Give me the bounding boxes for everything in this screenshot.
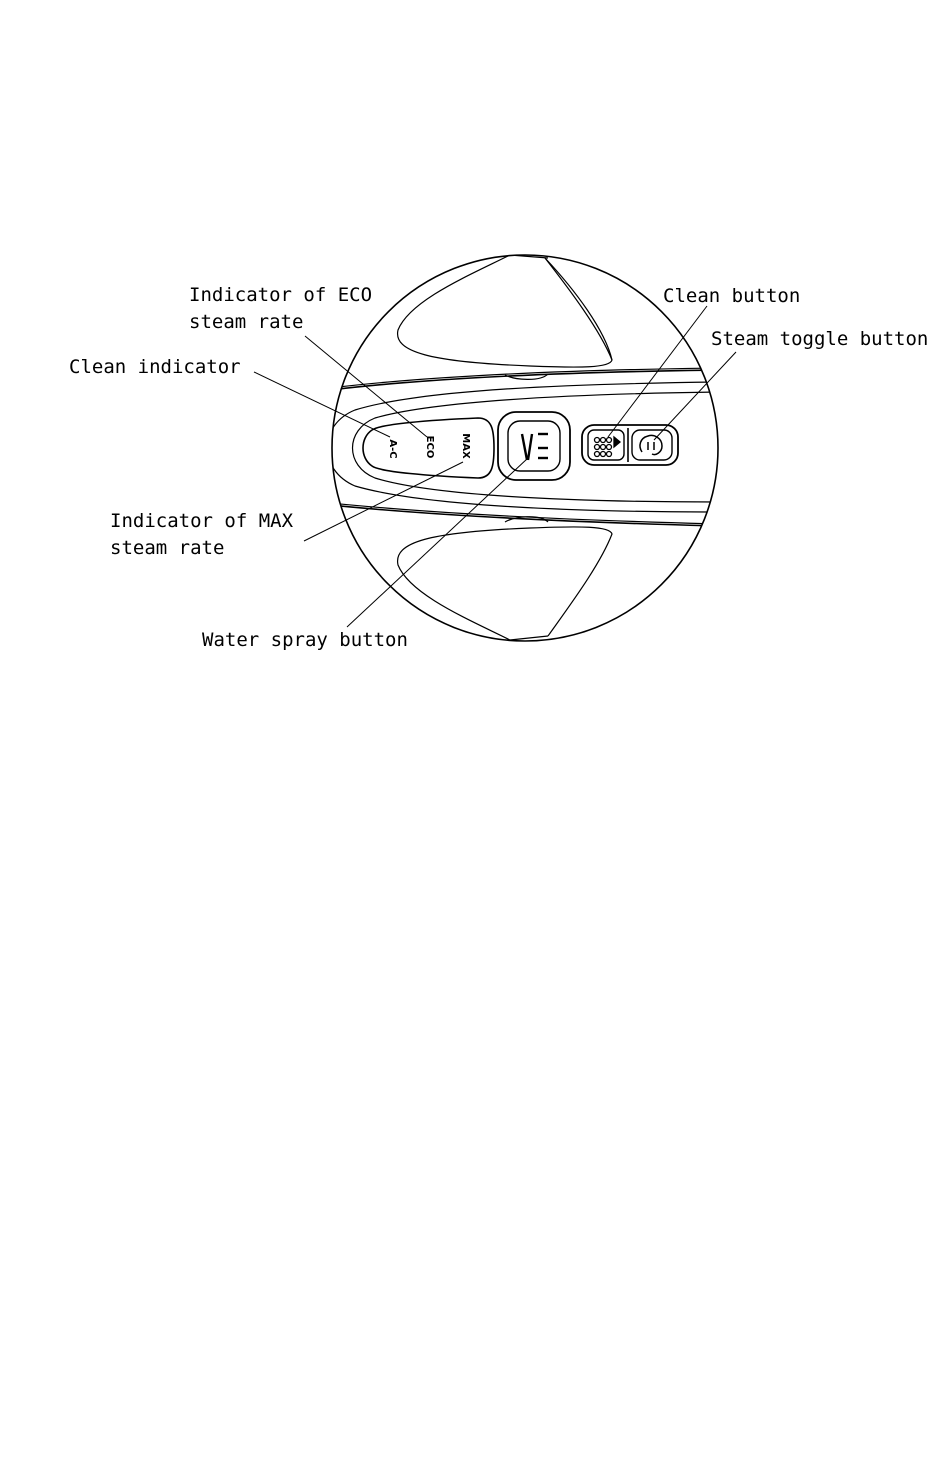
callout-water-spray-button — [202, 627, 408, 654]
clean-mark: A-C — [387, 439, 398, 459]
leader-water-spray — [347, 458, 528, 627]
water-spray-button-shape[interactable] — [498, 412, 570, 480]
leader-clean-indicator — [254, 372, 390, 437]
callout-max-indicator — [110, 508, 293, 562]
clean-indicator-label: Clean indicator — [69, 356, 241, 378]
eco-mark: ECO — [424, 435, 435, 459]
steam-toggle-button-label: Steam toggle button — [711, 328, 929, 350]
callout-clean-indicator — [69, 354, 241, 381]
leader-steam-toggle — [654, 352, 736, 440]
callout-eco-indicator — [189, 282, 372, 336]
max-mark: MAX — [460, 433, 471, 459]
leader-lines — [254, 306, 736, 627]
max-indicator-line1: Indicator of MAX — [110, 510, 294, 532]
callout-steam-toggle-button — [711, 326, 928, 353]
water-spray-button-label: Water spray button — [202, 629, 408, 651]
callout-clean-button — [663, 283, 800, 310]
eco-indicator-line2: steam rate — [189, 311, 304, 333]
leader-eco — [305, 336, 427, 437]
clean-button-label: Clean button — [663, 285, 801, 307]
eco-indicator-line1: Indicator of ECO — [189, 284, 373, 306]
max-indicator-line2: steam rate — [110, 537, 225, 559]
